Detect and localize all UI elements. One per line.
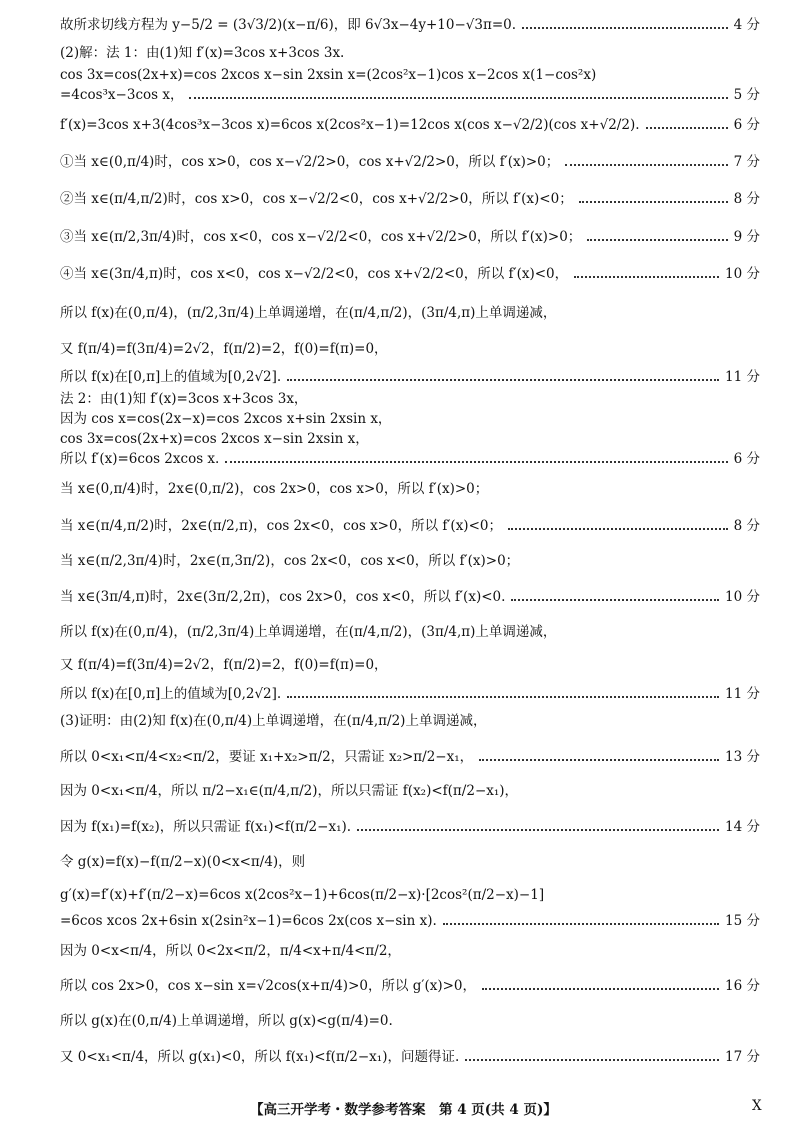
solution-line (60, 190, 760, 208)
line-text: 因为 0<x₁<π/4，所以 π/2−x₁∈(π/4,π/2)，所以只需证 f(x₂)<f(π/2−x₁)， (60, 783, 519, 799)
leader-dots (443, 923, 719, 925)
line-text: (3)证明：由(2)知 f(x)在(0,π/4)上单调递增，在(π/4,π/2)上单调递减， (60, 713, 487, 729)
line-text: 令 g(x)=f(x)−f(π/2−x)(0<x<π/4)，则 (60, 854, 306, 870)
score-mark: 11 分 (725, 369, 760, 385)
solution-line (60, 390, 760, 408)
score-mark: 9 分 (733, 229, 760, 245)
leader-dots (508, 528, 728, 530)
solution-line (60, 410, 760, 428)
solution-line (60, 66, 760, 84)
line-text: 又 0<x₁<π/4，所以 g(x₁)<0，所以 f(x₁)<f(π/2−x₁)，问题得证. (60, 1049, 460, 1065)
score-mark: 13 分 (725, 749, 760, 765)
solution-line (60, 430, 760, 448)
solution-line (60, 228, 760, 246)
score-mark: 8 分 (733, 191, 760, 207)
leader-dots (522, 27, 728, 29)
solution-line (60, 818, 760, 836)
footer-mark: X (752, 1098, 762, 1114)
line-text: 所以 g(x)在(0,π/4)上单调递增，所以 g(x)<g(π/4)=0. (60, 1013, 393, 1029)
solution-line (60, 1012, 760, 1030)
score-mark: 6 分 (733, 451, 760, 467)
line-text: 因为 cos x=cos(2x−x)=cos 2xcos x+sin 2xsin x， (60, 411, 392, 427)
line-text: 所以 0<x₁<π/4<x₂<π/2，要证 x₁+x₂>π/2，只需证 x₂>π/2−x₁， (60, 749, 474, 765)
line-text: cos 3x=cos(2x+x)=cos 2xcos x−sin 2xsin x， (60, 431, 369, 447)
solution-line (60, 748, 760, 766)
solution-line (60, 552, 760, 570)
leader-dots (357, 829, 719, 831)
leader-dots (511, 599, 719, 601)
solution-line (60, 623, 760, 641)
leader-dots (287, 696, 719, 698)
leader-dots (574, 276, 719, 278)
score-mark: 4 分 (733, 17, 760, 33)
line-text: ③当 x∈(π/2,3π/4)时，cos x<0，cos x−√2/2<0，cos x+√2/2>0，所以 f′(x)>0； (60, 229, 582, 245)
line-text: 所以 f(x)在(0,π/4)，(π/2,3π/4)上单调递增，在(π/4,π/2)，(3π/4,π)上单调递减， (60, 305, 557, 321)
footer-title: 【高三开学考・数学参考答案 第 4 页(共 4 页)】 (250, 1102, 557, 1118)
solution-line (60, 886, 760, 904)
line-text: cos 3x=cos(2x+x)=cos 2xcos x−sin 2xsin x=(2cos²x−1)cos x−2cos x(1−cos²x) (60, 67, 597, 83)
leader-dots (587, 239, 727, 241)
solution-line (60, 86, 760, 104)
solution-line (60, 16, 760, 34)
line-text: 当 x∈(π/2,3π/4)时，2x∈(π,3π/2)，cos 2x<0，cos x<0，所以 f′(x)>0； (60, 553, 520, 569)
solution-line (60, 44, 760, 62)
line-text: 当 x∈(3π/4,π)时，2x∈(3π/2,2π)，cos 2x>0，cos x<0，所以 f′(x)<0. (60, 589, 506, 605)
line-text: ④当 x∈(3π/4,π)时，cos x<0，cos x−√2/2<0，cos x+√2/2<0，所以 f′(x)<0， (60, 266, 569, 282)
leader-dots (287, 379, 719, 381)
score-mark: 6 分 (733, 117, 760, 133)
solution-line (60, 340, 760, 358)
solution-line (60, 712, 760, 730)
score-mark: 16 分 (725, 978, 760, 994)
leader-dots (646, 127, 728, 129)
solution-line (60, 517, 760, 535)
solution-line (60, 685, 760, 703)
leader-dots (579, 201, 728, 203)
line-text: 所以 f(x)在[0,π]上的值域为[0,2√2]. (60, 686, 282, 702)
score-mark: 10 分 (725, 589, 760, 605)
score-mark: 14 分 (725, 819, 760, 835)
line-text: 又 f(π/4)=f(3π/4)=2√2，f(π/2)=2，f(0)=f(π)=0， (60, 657, 388, 673)
solution-line (60, 480, 760, 498)
line-text: g′(x)=f′(x)+f′(π/2−x)=6cos x(2cos²x−1)+6cos(π/2−x)·[2cos²(π/2−x)−1] (60, 887, 545, 903)
solution-line (60, 116, 760, 134)
solution-line (60, 265, 760, 283)
line-text: 所以 f(x)在[0,π]上的值域为[0,2√2]. (60, 369, 282, 385)
solution-line (60, 942, 760, 960)
line-text: 又 f(π/4)=f(3π/4)=2√2，f(π/2)=2，f(0)=f(π)=0， (60, 341, 388, 357)
score-mark: 8 分 (733, 518, 760, 534)
leader-dots (189, 97, 727, 99)
solution-line (60, 853, 760, 871)
line-text: 法 2：由(1)知 f′(x)=3cos x+3cos 3x， (60, 391, 308, 407)
line-text: f′(x)=3cos x+3(4cos³x−3cos x)=6cos x(2cos²x−1)=12cos x(cos x−√2/2)(cos x+√2/2). (60, 117, 640, 133)
line-text: ②当 x∈(π/4,π/2)时，cos x>0，cos x−√2/2<0，cos x+√2/2>0，所以 f′(x)<0； (60, 191, 573, 207)
score-mark: 11 分 (725, 686, 760, 702)
solution-line (60, 304, 760, 322)
leader-dots (482, 988, 719, 990)
leader-dots (565, 164, 727, 166)
score-mark: 15 分 (725, 913, 760, 929)
solution-line (60, 450, 760, 468)
line-text: 当 x∈(π/4,π/2)时，2x∈(π/2,π)，cos 2x<0，cos x>0，所以 f′(x)<0； (60, 518, 502, 534)
solution-line (60, 1048, 760, 1066)
solution-line (60, 782, 760, 800)
line-text: =6cos xcos 2x+6sin x(2sin²x−1)=6cos 2x(cos x−sin x). (60, 913, 437, 929)
leader-dots (225, 461, 727, 463)
solution-line (60, 912, 760, 930)
line-text: 所以 f(x)在(0,π/4)，(π/2,3π/4)上单调递增，在(π/4,π/2)，(3π/4,π)上单调递减， (60, 624, 557, 640)
line-text: 故所求切线方程为 y−5/2 = (3√3/2)(x−π/6)，即 6√3x−4y+10−√3π=0. (60, 17, 517, 33)
score-mark: 17 分 (725, 1049, 760, 1065)
solution-line (60, 368, 760, 386)
line-text: 所以 cos 2x>0，cos x−sin x=√2cos(x+π/4)>0，所以 g′(x)>0， (60, 978, 477, 994)
score-mark: 5 分 (733, 87, 760, 103)
score-mark: 7 分 (733, 154, 760, 170)
line-text: 因为 f(x₁)=f(x₂)，所以只需证 f(x₁)<f(π/2−x₁). (60, 819, 352, 835)
line-text: =4cos³x−3cos x， (60, 87, 184, 103)
line-text: ①当 x∈(0,π/4)时，cos x>0，cos x−√2/2>0，cos x+√2/2>0，所以 f′(x)>0； (60, 154, 560, 170)
line-text: 所以 f′(x)=6cos 2xcos x. (60, 451, 220, 467)
solution-line (60, 977, 760, 995)
line-text: (2)解：法 1：由(1)知 f′(x)=3cos x+3cos 3x. (60, 45, 345, 61)
solution-line (60, 153, 760, 171)
solution-line (60, 588, 760, 606)
score-mark: 10 分 (725, 266, 760, 282)
line-text: 因为 0<x<π/4，所以 0<2x<π/2，π/4<x+π/4<π/2， (60, 943, 401, 959)
solution-line (60, 656, 760, 674)
line-text: 当 x∈(0,π/4)时，2x∈(0,π/2)，cos 2x>0，cos x>0，所以 f′(x)>0； (60, 481, 489, 497)
leader-dots (479, 759, 719, 761)
leader-dots (465, 1059, 719, 1061)
